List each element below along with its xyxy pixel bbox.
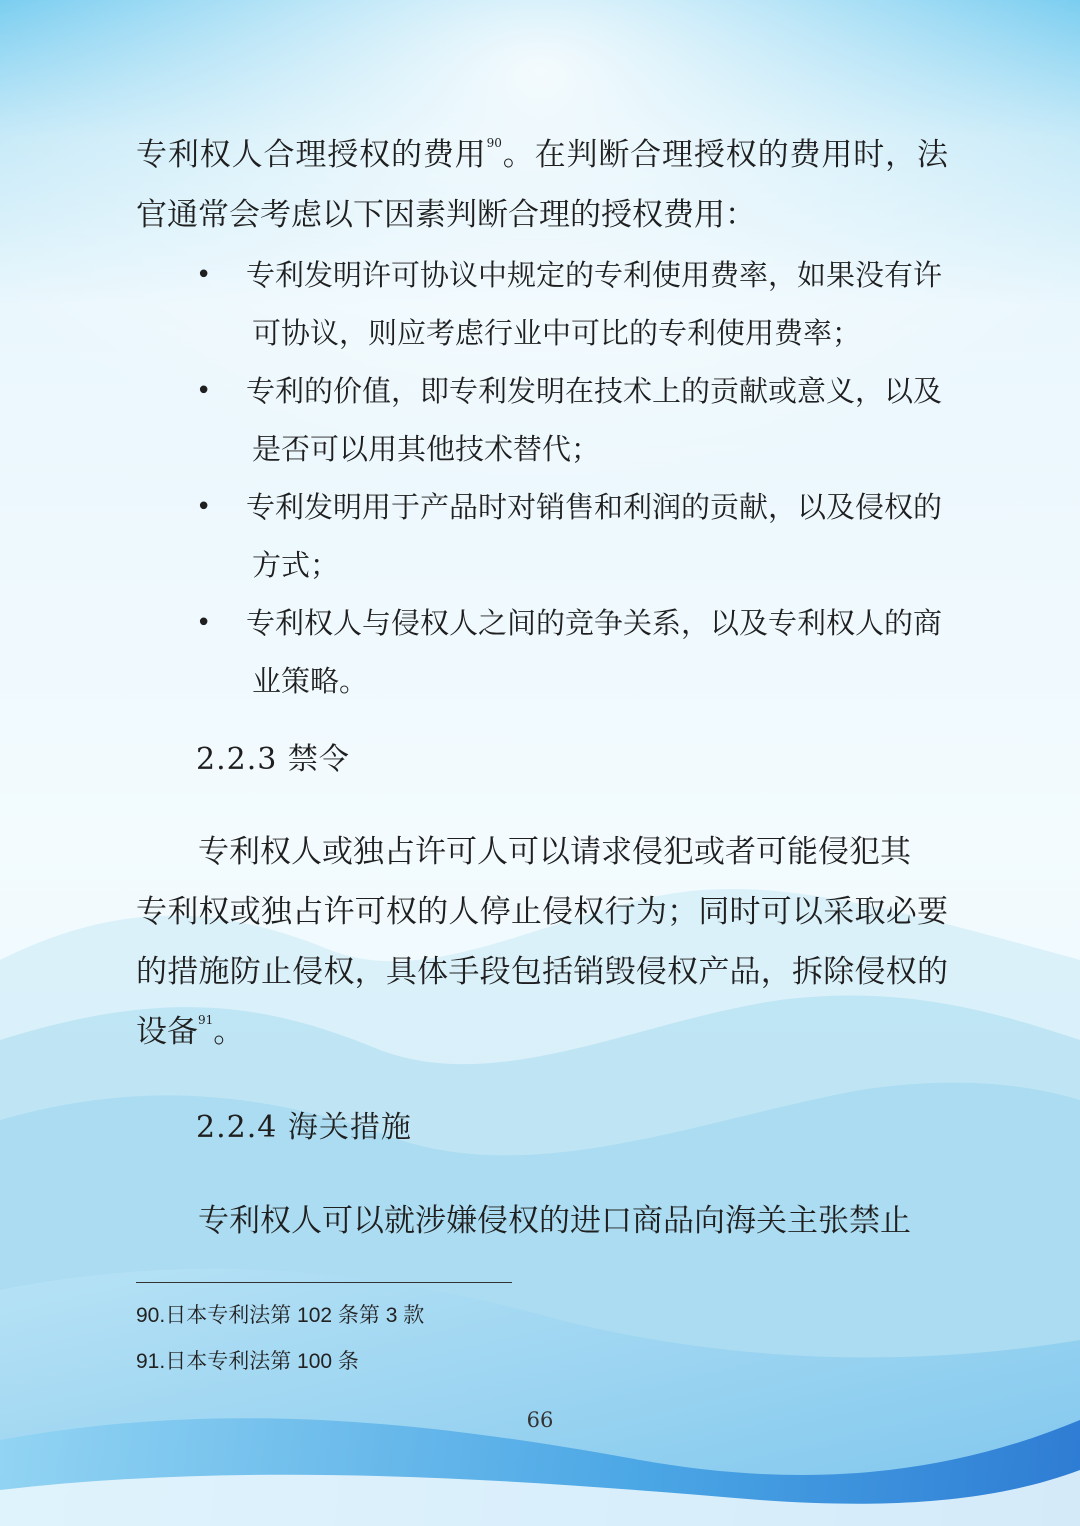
section-heading-223: 2.2.3 禁令 (196, 742, 350, 777)
paragraph-customs (136, 1191, 948, 1251)
footnote-ref-91[interactable]: 91 (198, 1013, 214, 1027)
list-item (196, 362, 948, 478)
footnote-91: 91.日本专利法第 100 条 (136, 1350, 359, 1373)
paragraph-line: 专利权人或独占许可人可以请求侵犯或者可能侵犯其 (198, 834, 911, 870)
list-item-line: 专利的价值，即专利发明在技术上的贡献或意义，以及 (246, 374, 943, 408)
text-run: 。在判断合理授权的费用时，法 (501, 137, 949, 173)
bullet-icon: • (196, 376, 212, 406)
bullet-icon: • (196, 608, 212, 638)
paragraph-line: 专利权或独占许可权的人停止侵权行为；同时可以采取必要 (136, 894, 948, 930)
paragraph-line (136, 125, 948, 185)
text-run: 专利权人合理授权的费用 (136, 137, 487, 173)
text-run: 。 (213, 1014, 245, 1050)
list-item-line: 专利发明用于产品时对销售和利润的贡献，以及侵权的 (246, 490, 943, 524)
section-heading-224: 2.2.4 海关措施 (196, 1110, 412, 1145)
list-item (196, 246, 948, 362)
list-item (196, 594, 948, 710)
list-item-line: 专利发明许可协议中规定的专利使用费率，如果没有许 (246, 258, 943, 292)
list-item-line: 业策略。 (252, 664, 369, 698)
footnote-90: 90.日本专利法第 102 条第 3 款 (136, 1304, 425, 1327)
bullet-icon: • (196, 492, 212, 522)
list-item-line: 可协议，则应考虑行业中可比的专利使用费率； (252, 316, 862, 350)
paragraph-line: 专利权人可以就涉嫌侵权的进口商品向海关主张禁止 (198, 1203, 911, 1239)
footnote-ref-90[interactable]: 90 (486, 136, 502, 150)
text-run: 设备 (136, 1014, 198, 1050)
paragraph-line (136, 1002, 948, 1062)
royalty-factors-list (196, 246, 948, 710)
paragraph-line: 的措施防止侵权，具体手段包括销毁侵权产品，拆除侵权的 (136, 954, 948, 990)
list-item-line: 方式； (252, 548, 340, 582)
paragraph-royalty (136, 125, 948, 245)
list-item (196, 478, 948, 594)
paragraph-line: 官通常会考虑以下因素判断合理的授权费用： (136, 197, 756, 233)
bullet-icon: • (196, 260, 212, 290)
page-number: 66 (526, 1408, 554, 1432)
paragraph-injunction (136, 822, 948, 1062)
footnote-separator (136, 1282, 512, 1283)
list-item-line: 是否可以用其他技术替代； (252, 432, 601, 466)
list-item-line: 专利权人与侵权人之间的竞争关系，以及专利权人的商 (246, 606, 943, 640)
